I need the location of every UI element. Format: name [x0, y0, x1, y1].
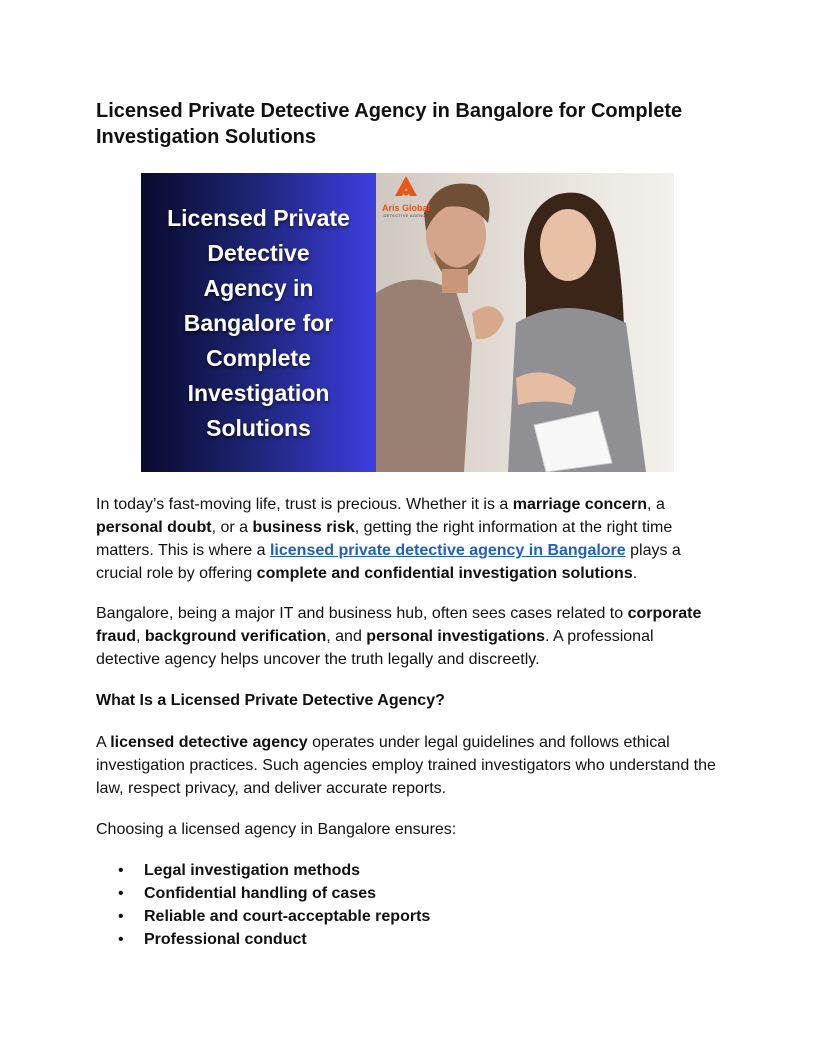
hero-image [141, 173, 674, 472]
list-item: • Legal investigation methods [118, 862, 361, 879]
section-heading: What Is a Licensed Private Detective Agency? [96, 692, 445, 709]
agency-link[interactable]: licensed private detective agency in Bangalore [269, 542, 626, 559]
list-item: • Reliable and court-acceptable reports [118, 908, 431, 925]
logo-triangle-icon [394, 175, 418, 197]
hero-line: Bangalore for [183, 310, 334, 336]
logo-name: Aris Global [381, 203, 430, 213]
bangalore-paragraph: Bangalore, being a major IT and business hub, often sees cases related to corporate fraud, background verification, and personal investigations. A professional detective agency helps uncover the truth legally and discreetly. [96, 605, 702, 668]
choosing-paragraph: Choosing a licensed agency in Bangalore ensures: [96, 821, 457, 838]
document-page [96, 98, 726, 150]
list-item: • Professional conduct [118, 931, 307, 948]
hero-line: Investigation [187, 380, 330, 406]
intro-paragraph: In today’s fast-moving life, trust is precious. Whether it is a marriage concern, a personal doubt, or a business risk, getting the right information at the right time matters. This is where a licensed private detective agency in Bangalore plays a crucial role by offering complete and confidential investigation solutions. [96, 496, 681, 582]
hero-line: Solutions [206, 415, 311, 441]
hero-line: Agency in [203, 275, 314, 301]
hero-line: Licensed Private [167, 205, 350, 231]
man-shirt [376, 280, 472, 472]
woman-face [540, 209, 596, 281]
hero-headline [141, 201, 376, 446]
definition-paragraph: A licensed detective agency operates under legal guidelines and follows ethical investigation practices. Such agencies employ trained investigators who understand the law, respect privacy, and deliver accurate reports. [96, 734, 716, 797]
list-item: • Confidential handling of cases [118, 885, 377, 902]
brand-logo [377, 175, 435, 218]
benefits-list [96, 859, 721, 951]
hero-line: Complete [206, 345, 311, 371]
hero-line: Detective [207, 240, 310, 266]
hero-text-panel [141, 173, 376, 472]
logo-subtitle: DETECTIVE AGENCY [383, 213, 429, 218]
page-title: Licensed Private Detective Agency in Bangalore for Complete Investigation Solutions [96, 100, 683, 148]
